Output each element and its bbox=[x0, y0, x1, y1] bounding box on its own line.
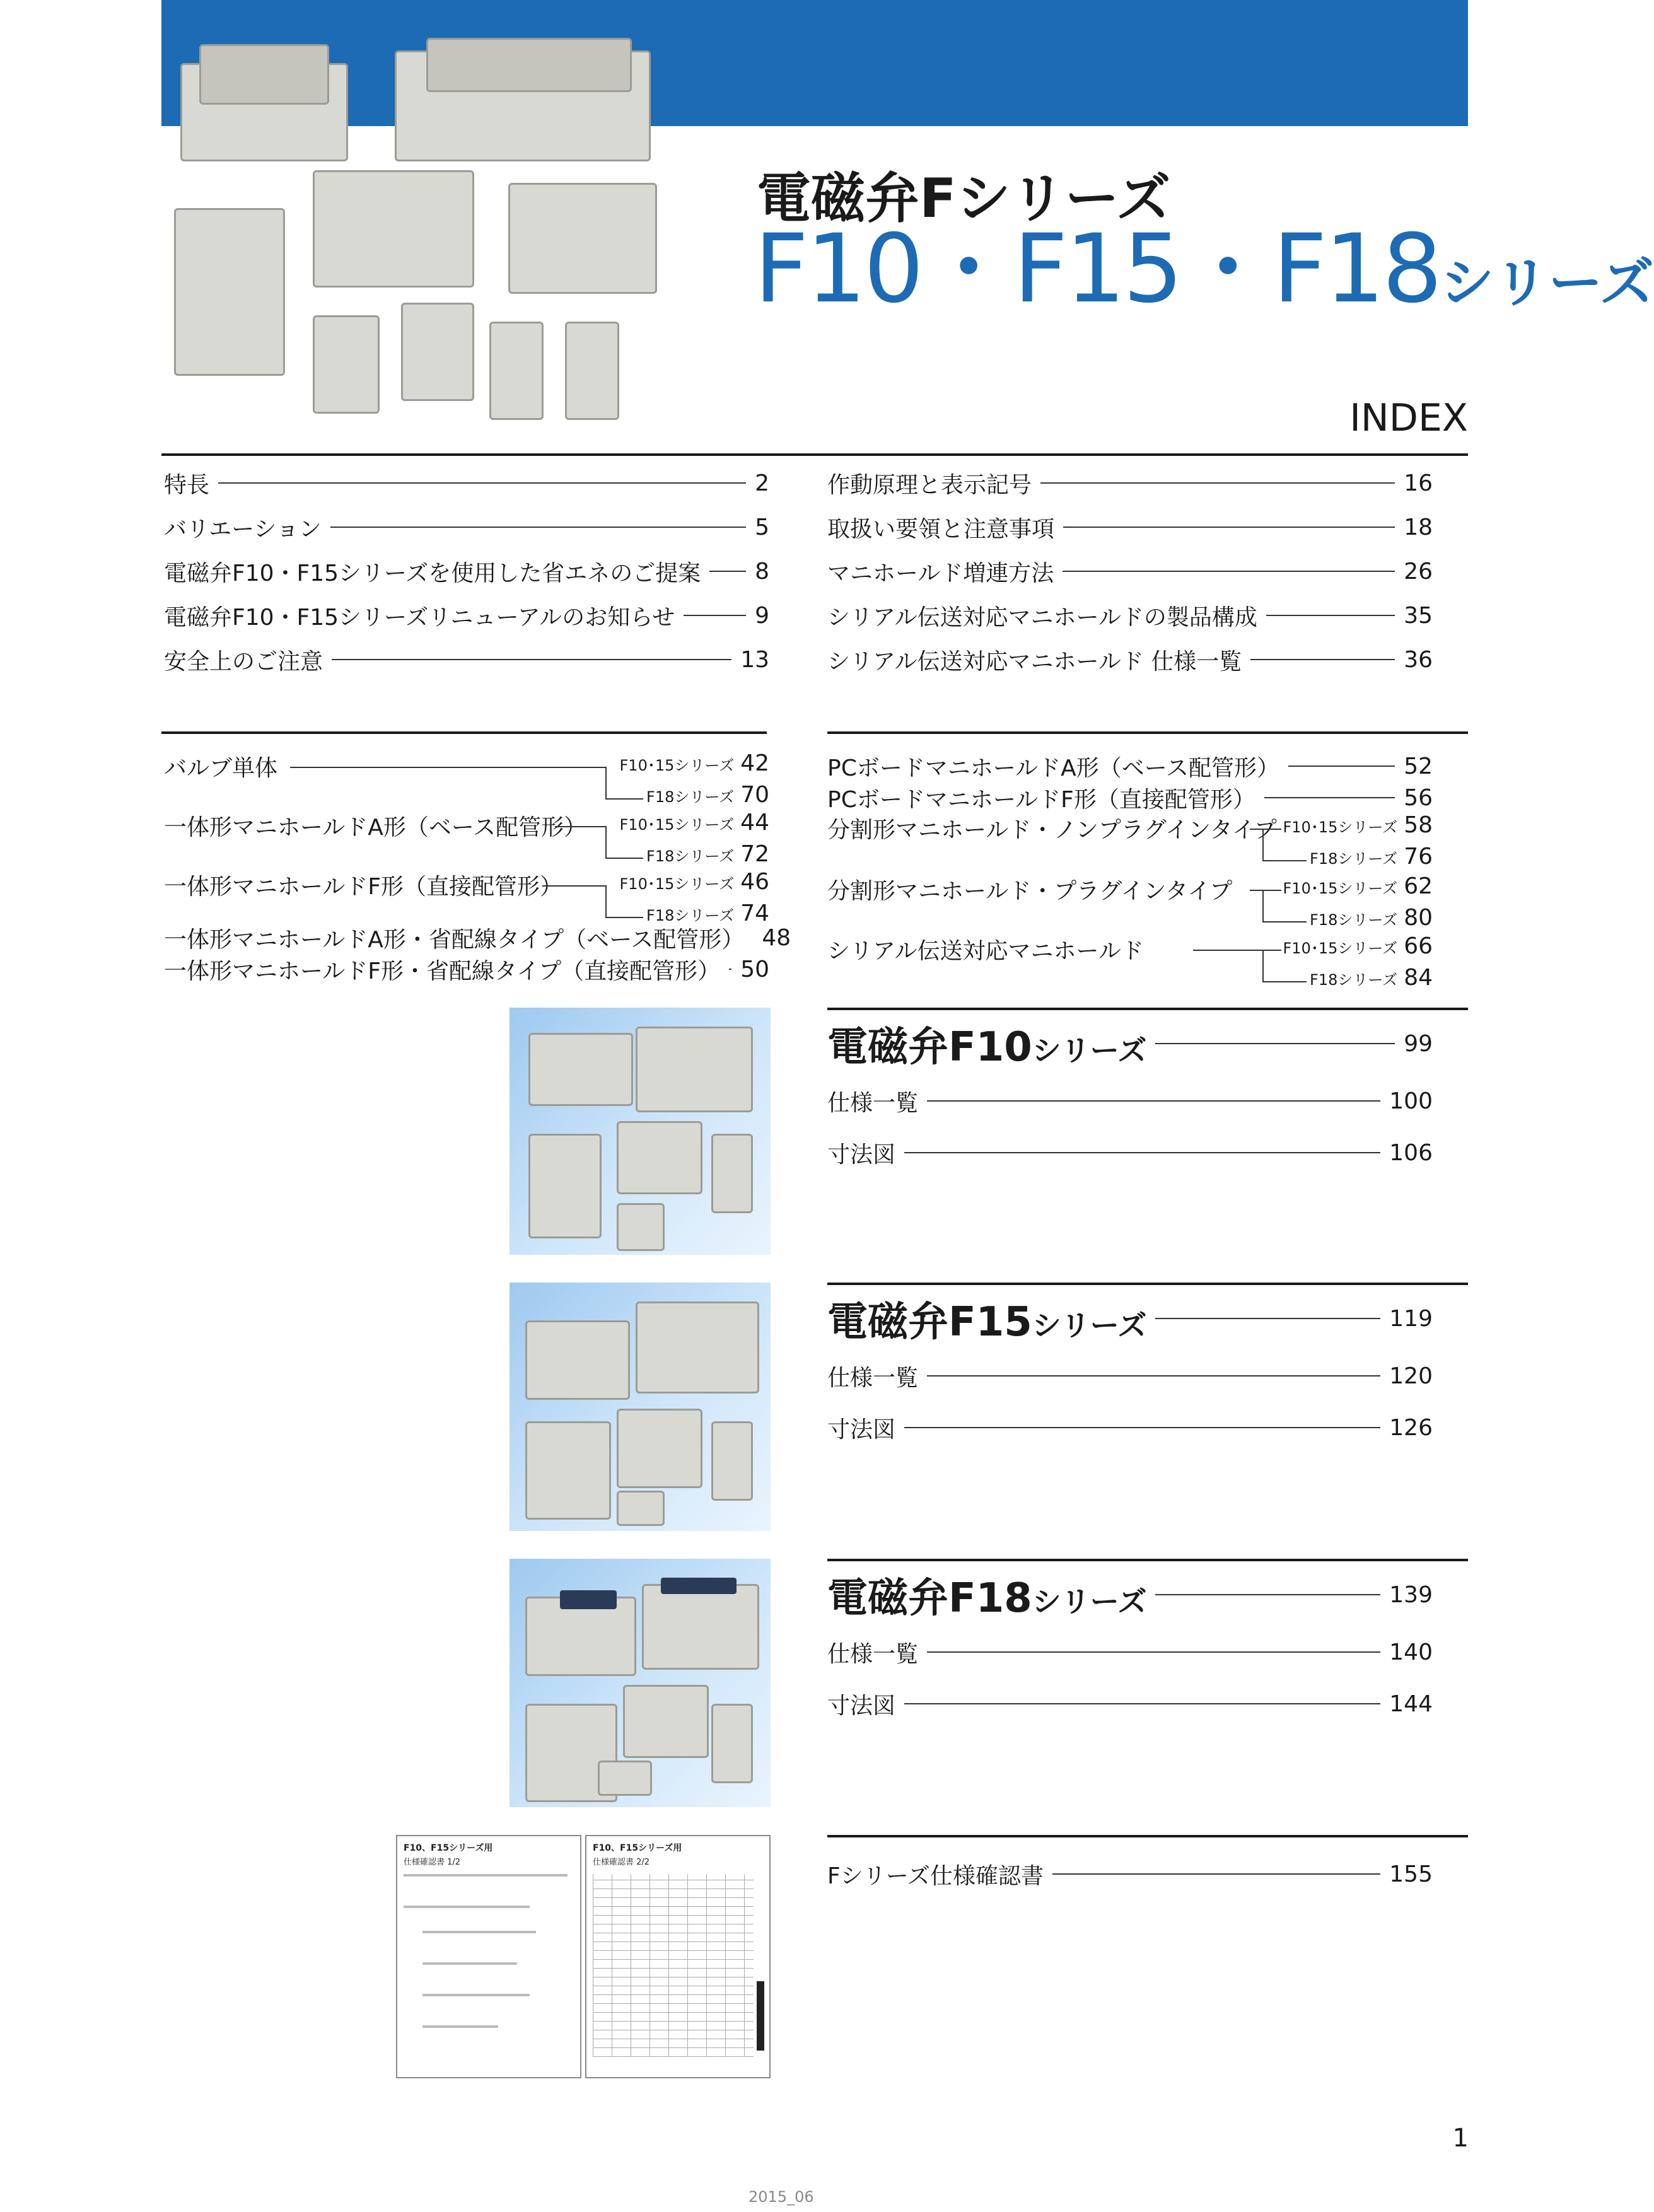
page-number: 140 bbox=[1389, 1639, 1433, 1665]
page-number: 155 bbox=[1389, 1861, 1433, 1887]
f18-product-photo bbox=[510, 1559, 771, 1807]
page-number-footer: 1 bbox=[1452, 2124, 1469, 2153]
toc-split-entry[interactable]: シリアル伝送対応マニホールド F10･15シリーズ 66 F18シリーズ 84 bbox=[827, 933, 1433, 991]
section-divider bbox=[827, 731, 1468, 734]
page-number: 44 bbox=[740, 810, 769, 835]
toc-split-entry[interactable]: バルブ単体 F10･15シリーズ 42 F18シリーズ 70 bbox=[164, 750, 769, 808]
page-number: 42 bbox=[740, 750, 769, 776]
toc-entry[interactable]: 電磁弁F10・F15シリーズリニューアルのお知らせ 9 bbox=[164, 602, 769, 631]
section-divider bbox=[827, 1835, 1468, 1837]
toc-split-entry[interactable]: 一体形マニホールドA形（ベース配管形） F10･15シリーズ 44 F18シリーズ 72 bbox=[164, 810, 769, 867]
series-title bbox=[754, 214, 1654, 324]
toc-entry[interactable]: Fシリーズ仕様確認書 155 bbox=[827, 1861, 1433, 1889]
f15-product-photo bbox=[510, 1283, 771, 1531]
toc-entry[interactable]: 一体形マニホールドF形・省配線タイプ（直接配管形） 50 bbox=[164, 956, 769, 984]
page-number: 99 bbox=[1404, 1030, 1433, 1057]
page-number: 35 bbox=[1404, 602, 1433, 629]
print-date: 2015_06 bbox=[748, 2188, 814, 2206]
hero-product-image bbox=[161, 25, 710, 435]
f10-product-photo bbox=[510, 1008, 771, 1255]
section-divider bbox=[161, 731, 767, 734]
page-number: 16 bbox=[1404, 470, 1433, 496]
page-number: 80 bbox=[1404, 905, 1433, 931]
page-number: 52 bbox=[1404, 753, 1433, 779]
toc-entry[interactable]: 電磁弁F10・F15シリーズを使用した省エネのご提案 8 bbox=[164, 558, 769, 586]
series-f18-heading[interactable]: 電磁弁F18シリーズ 139 bbox=[827, 1575, 1433, 1622]
page-number: 58 bbox=[1404, 812, 1433, 838]
catalog-title: 電磁弁Fシリーズ bbox=[757, 167, 1171, 230]
toc-entry[interactable]: 特長 2 bbox=[164, 470, 769, 498]
toc-entry[interactable]: マニホールド増連方法 26 bbox=[827, 558, 1433, 586]
toc-entry[interactable]: シリアル伝送対応マニホールド 仕様一覧 36 bbox=[827, 646, 1433, 675]
section-divider bbox=[827, 1283, 1468, 1285]
toc-entry[interactable]: 安全上のご注意 13 bbox=[164, 646, 769, 675]
toc-entry[interactable]: バリエーション 5 bbox=[164, 514, 769, 542]
toc-split-entry[interactable]: 分割形マニホールド・ノンプラグインタイプ F10･15シリーズ 58 F18シリーズ 76 bbox=[827, 812, 1433, 870]
page-number: 84 bbox=[1404, 965, 1433, 991]
toc-entry[interactable]: PCボードマニホールドF形（直接配管形） 56 bbox=[827, 784, 1433, 813]
page-number: 100 bbox=[1389, 1088, 1433, 1114]
page-number: 76 bbox=[1404, 844, 1433, 870]
toc-entry[interactable]: 取扱い要領と注意事項 18 bbox=[827, 514, 1433, 542]
toc-split-entry[interactable]: 一体形マニホールドF形（直接配管形） F10･15シリーズ 46 F18シリーズ 74 bbox=[164, 869, 769, 926]
toc-entry[interactable]: PCボードマニホールドA形（ベース配管形） 52 bbox=[827, 753, 1433, 781]
series-f15-heading[interactable]: 電磁弁F15シリーズ 119 bbox=[827, 1299, 1433, 1346]
section-divider bbox=[827, 1559, 1468, 1561]
page-number: 74 bbox=[740, 900, 769, 926]
toc-entry[interactable]: 作動原理と表示記号 16 bbox=[827, 470, 1433, 498]
page-number: 66 bbox=[1404, 933, 1433, 959]
page-number: 13 bbox=[740, 646, 769, 673]
toc-entry[interactable]: 寸法図 144 bbox=[827, 1691, 1433, 1719]
page-number: 62 bbox=[1404, 873, 1433, 899]
page-number: 48 bbox=[762, 924, 791, 951]
page-number: 26 bbox=[1404, 558, 1433, 585]
series-title-main: F10・F15・F18 bbox=[754, 214, 1440, 324]
page-number: 36 bbox=[1404, 646, 1433, 673]
toc-entry[interactable]: 寸法図 126 bbox=[827, 1414, 1433, 1443]
page-number: 126 bbox=[1389, 1414, 1433, 1441]
page-number: 144 bbox=[1389, 1691, 1433, 1717]
page-number: 46 bbox=[740, 869, 769, 895]
index-divider bbox=[161, 453, 1468, 456]
page-number: 119 bbox=[1389, 1305, 1433, 1332]
spec-sheet-thumbnail-left: F10、F15シリーズ用 仕様確認書 1/2 bbox=[396, 1835, 581, 2078]
toc-entry[interactable]: 一体形マニホールドA形・省配線タイプ（ベース配管形） 48 bbox=[164, 924, 791, 953]
toc-entry[interactable]: 仕様一覧 120 bbox=[827, 1363, 1433, 1391]
toc-entry[interactable]: 仕様一覧 140 bbox=[827, 1639, 1433, 1667]
page-number: 106 bbox=[1389, 1139, 1433, 1166]
page-number: 18 bbox=[1404, 514, 1433, 540]
page-number: 120 bbox=[1389, 1363, 1433, 1389]
page-number: 8 bbox=[755, 558, 769, 585]
toc-split-entry[interactable]: 分割形マニホールド・プラグインタイプ F10･15シリーズ 62 F18シリーズ 80 bbox=[827, 873, 1433, 931]
spec-sheet-thumbnail-right: F10、F15シリーズ用 仕様確認書 2/2 bbox=[585, 1835, 771, 2078]
index-heading: INDEX bbox=[1349, 396, 1468, 440]
page-number: 9 bbox=[755, 602, 769, 629]
section-divider bbox=[827, 1008, 1468, 1010]
series-f10-heading[interactable]: 電磁弁F10シリーズ 99 bbox=[827, 1024, 1433, 1071]
toc-entry[interactable]: 仕様一覧 100 bbox=[827, 1088, 1433, 1116]
page-number: 2 bbox=[755, 470, 769, 496]
toc-entry[interactable]: シリアル伝送対応マニホールドの製品構成 35 bbox=[827, 602, 1433, 631]
page-number: 50 bbox=[740, 956, 769, 982]
page-number: 72 bbox=[740, 841, 769, 867]
toc-entry[interactable]: 寸法図 106 bbox=[827, 1139, 1433, 1168]
page-number: 56 bbox=[1404, 784, 1433, 811]
series-title-suffix: シリーズ bbox=[1440, 252, 1654, 315]
page-number: 139 bbox=[1389, 1581, 1433, 1608]
page-number: 70 bbox=[740, 782, 769, 808]
page-number: 5 bbox=[755, 514, 769, 540]
